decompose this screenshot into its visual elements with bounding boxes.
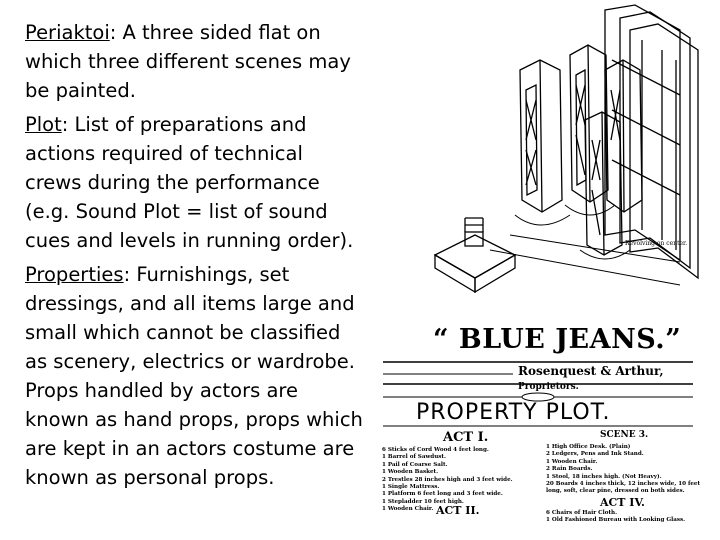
periaktoi-illustration (380, 0, 710, 320)
list-item: 1 Wooden Basket. (382, 469, 439, 476)
property-plot-poster (378, 322, 701, 524)
act-1-heading: ACT I. (443, 430, 489, 445)
scene-3-heading: SCENE 3. (600, 430, 649, 440)
list-item: 1 Old Fashioned Bureau with Looking Glass. (546, 517, 686, 524)
plot-definition: : List of preparations and actions required of technical crews during the performance (e.g. Sound Plot = list of sound cues and levels in running order). (25, 113, 354, 252)
list-item: 1 Pail of Coarse Salt. (382, 461, 448, 468)
background-flats (605, 5, 698, 278)
poster-title: “ BLUE JEANS.” (433, 324, 682, 355)
list-item: 1 Wooden Chair. (546, 458, 598, 465)
platform-with-chair (435, 218, 515, 292)
properties-definition: : Furnishings, set dressings, and all items large and small which cannot be classified as scenery, electrics or wardrobe. Props handled by actors are known as hand props, props which are kept in an actors costume are known as personal props. (25, 263, 363, 489)
properties-paragraph (25, 260, 365, 492)
illustration-caption: Revolving on center. (625, 240, 688, 247)
act-4-heading: ACT IV. (600, 496, 645, 509)
act-4-item-list (546, 510, 685, 525)
scene-3-item-list (546, 444, 700, 496)
act-2-heading: ACT II. (436, 504, 480, 517)
list-item: 1 Stepladder 10 feet high. (382, 498, 464, 505)
property-plot-heading: PROPERTY PLOT. (416, 400, 611, 425)
list-item: long, soft, clear pine, dressed on both sides. (546, 488, 685, 495)
list-item: 2 Ledgers, Pens and Ink Stand. (546, 451, 644, 458)
periaktoi-definition: : A three sided flat on which three different scenes may be painted. (25, 21, 351, 102)
list-item: 6 Chairs of Hair Cloth. (546, 510, 618, 516)
periaktoi-paragraph (25, 18, 365, 105)
list-item: 6 Sticks of Cord Wood 4 feet long. (382, 447, 489, 453)
proprietors-suffix: Proprietors. (518, 382, 579, 392)
periaktos-1 (520, 60, 562, 212)
definitions-text (25, 18, 365, 497)
poster-proprietors (518, 364, 698, 392)
list-item: 1 Wooden Chair. (382, 506, 434, 513)
list-item: 2 Trestles 28 inches high and 3 feet wide. (382, 476, 513, 483)
list-item: 1 Stool, 18 inches high. (Not Heavy). (546, 473, 662, 480)
list-item: 2 Rain Boards. (546, 466, 593, 473)
proprietors-name: Rosenquest & Arthur, (518, 364, 664, 378)
periaktos-4 (605, 60, 642, 212)
periaktoi-term: Periaktoi (25, 21, 110, 44)
properties-term: Properties (25, 263, 124, 286)
list-item: 1 High Office Desk. (Plain) (546, 444, 631, 450)
plot-term: Plot (25, 113, 62, 136)
plot-paragraph (25, 110, 365, 255)
list-item: 20 Boards 4 inches thick, 12 inches wide, 10 feet (546, 481, 701, 488)
list-item: 1 Single Mattress. (382, 484, 440, 491)
list-item: 1 Barrel of Sawdust. (382, 454, 446, 461)
list-item: 1 Platform 6 feet long and 3 feet wide. (382, 491, 503, 498)
